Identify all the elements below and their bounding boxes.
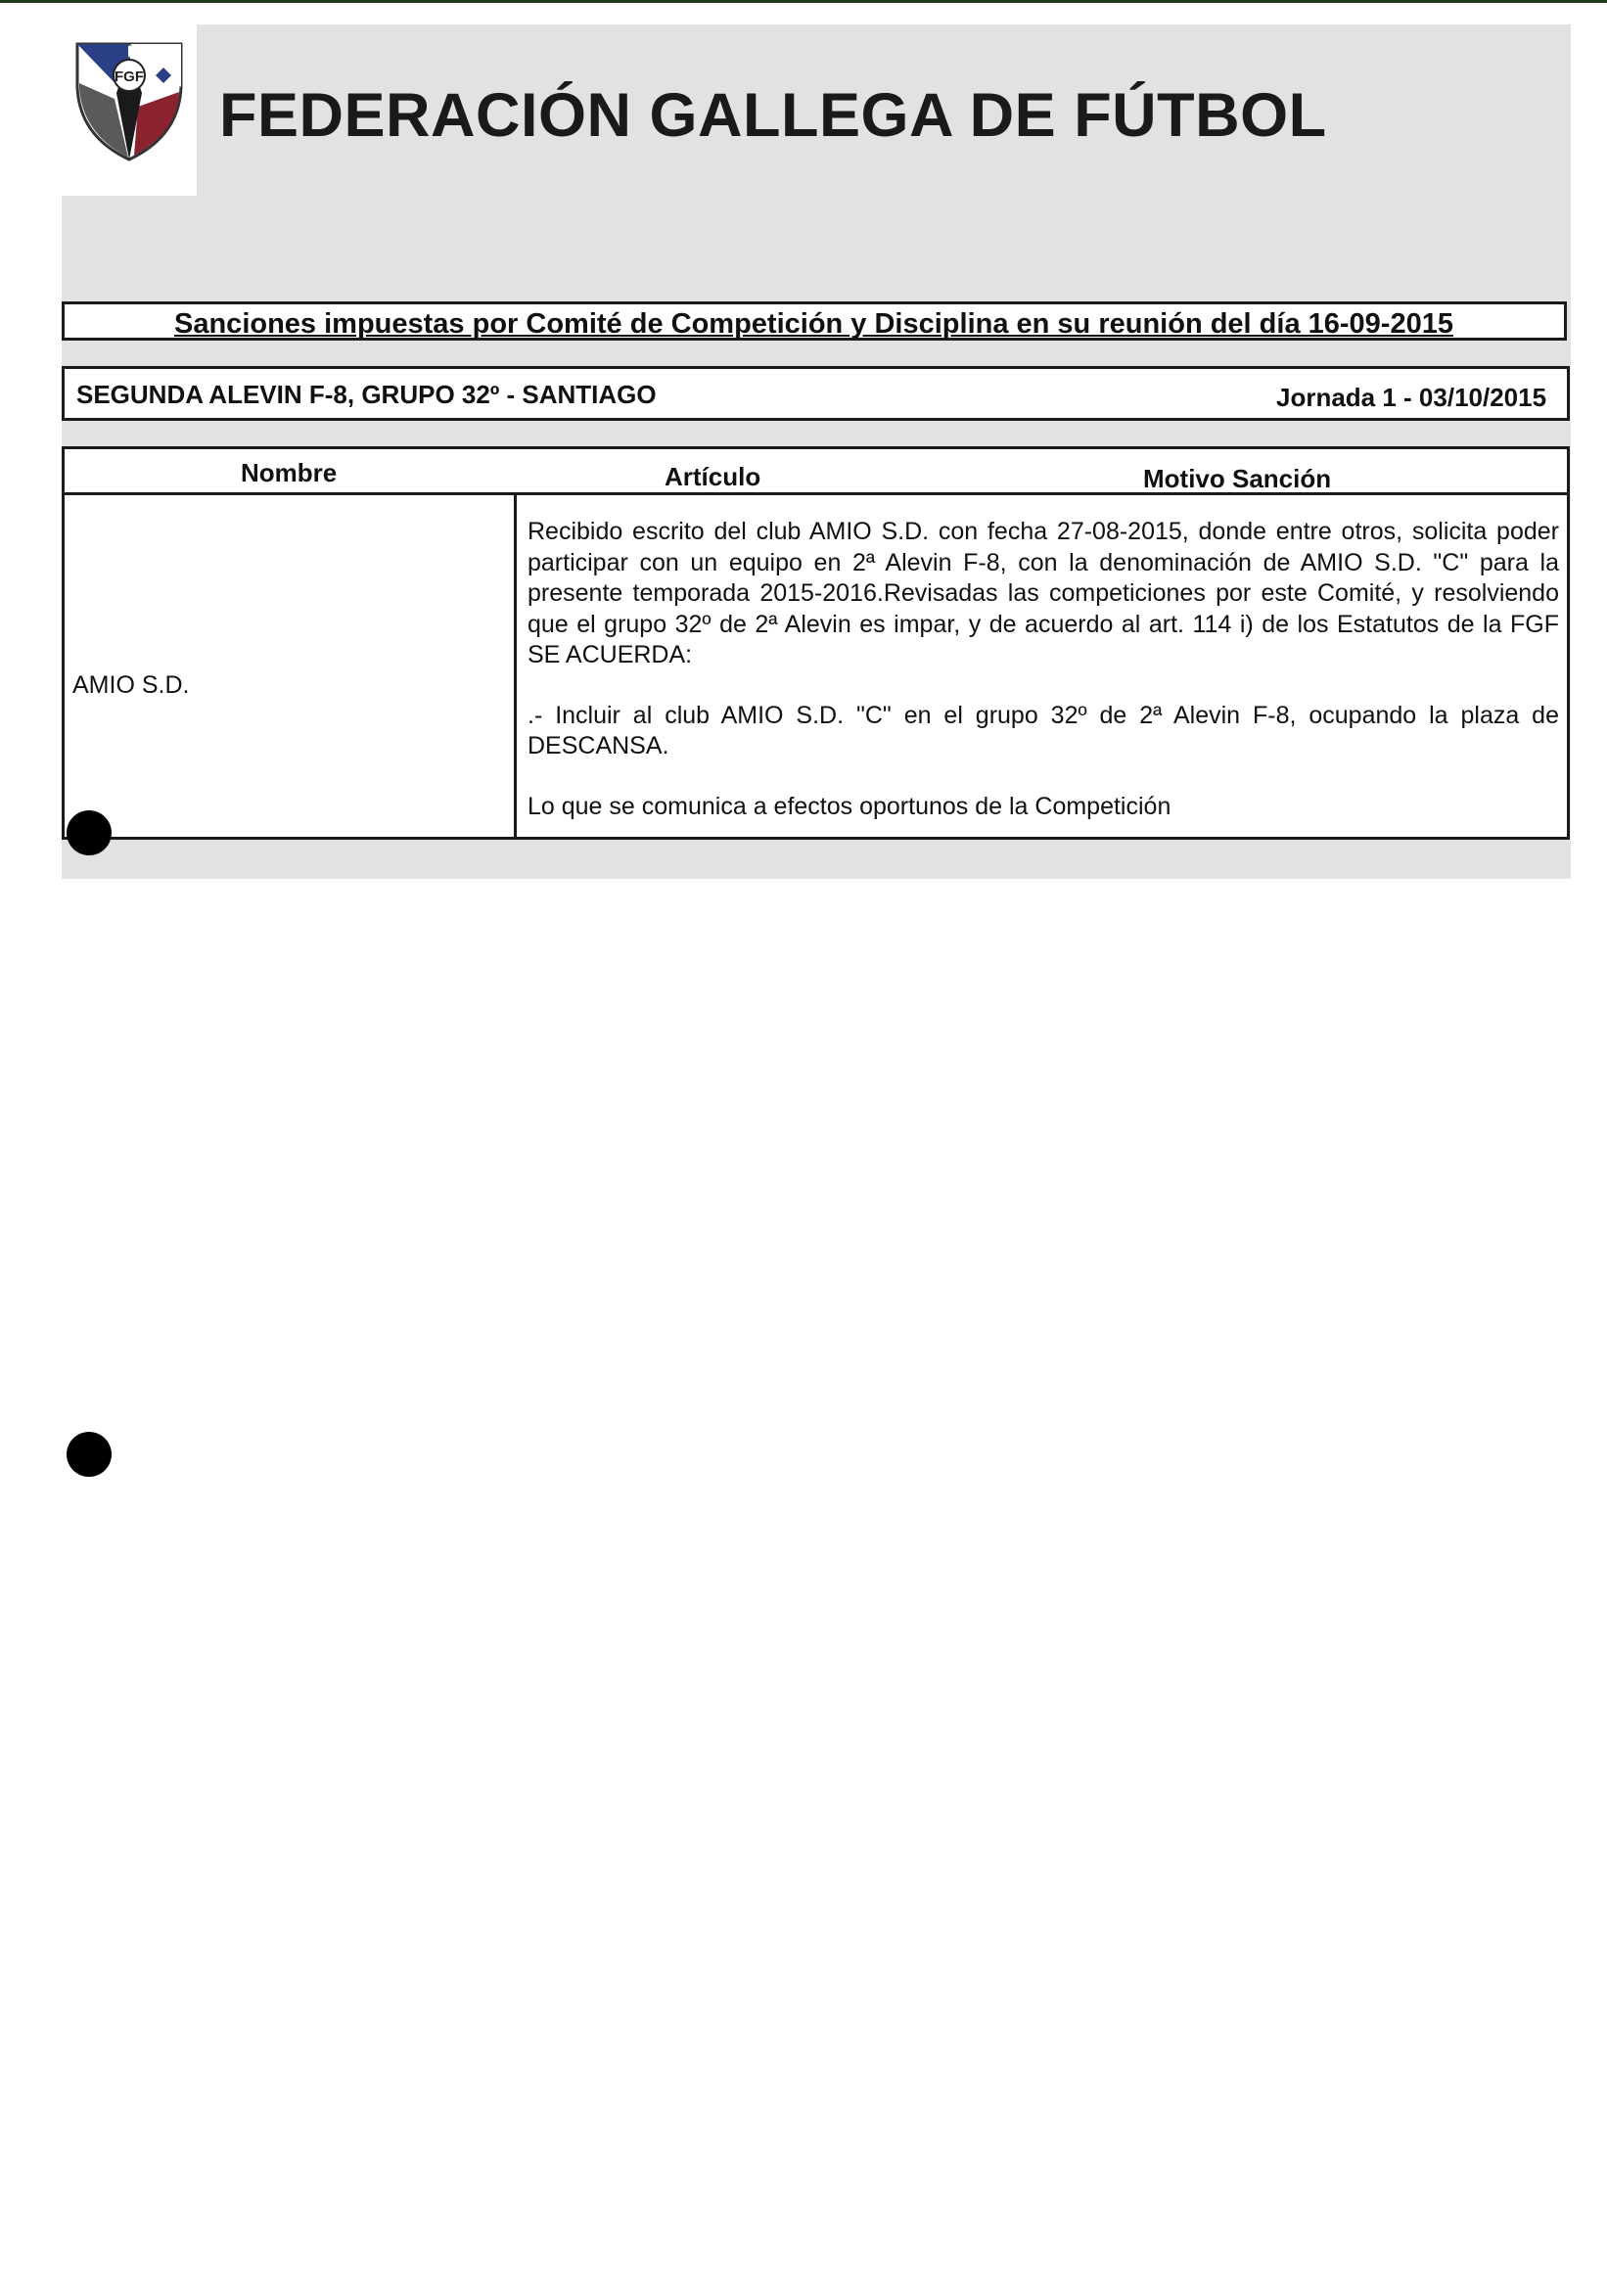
session-title: Sanciones impuestas por Comité de Competición y Disciplina en su reunión del día 16-09-2015 [174,308,1453,340]
sanction-name-cell: AMIO S.D. [72,671,190,699]
column-header-articulo: Artículo [665,462,761,491]
top-edge-rule [0,0,1607,3]
motive-resolution: .- Incluir al club AMIO S.D. "C" en el grupo 32º de 2ª Alevin F-8, ocupando la plaza de DESCANSA. [528,701,1559,759]
competition-group: SEGUNDA ALEVIN F-8, GRUPO 32º - SANTIAGO [76,380,657,409]
punch-hole [67,810,112,855]
motive-paragraph: Recibido escrito del club AMIO S.D. con fecha 27-08-2015, donde entre otros, solicita poder participar con un equipo en 2ª Alevin F-8, con la denominación de AMIO S.D. "C" para la presente temporada 2015-2016.Revisadas las competiciones por este Comité, y resolviendo que el grupo 32º de 2ª Alevin es impar, y de acuerdo al art. 114 i) de los Estatutos de la FGF SE ACUERDA: [528,518,1559,668]
column-header-nombre: Nombre [241,458,338,487]
fgf-crest-icon [69,38,189,165]
table-header-divider [62,492,1570,495]
sanction-motive-cell [528,517,1559,822]
jornada-date: Jornada 1 - 03/10/2015 [1276,383,1547,412]
svg-text:FGF: FGF [115,69,144,85]
motive-closing: Lo que se comunica a efectos oportunos de la Competición [528,792,1171,820]
table-column-divider [514,492,517,840]
column-header-motivo: Motivo Sanción [1143,464,1332,493]
organization-title: FEDERACIÓN GALLEGA DE FÚTBOL [219,81,1327,150]
punch-hole [67,1432,112,1477]
federation-logo [62,24,197,196]
